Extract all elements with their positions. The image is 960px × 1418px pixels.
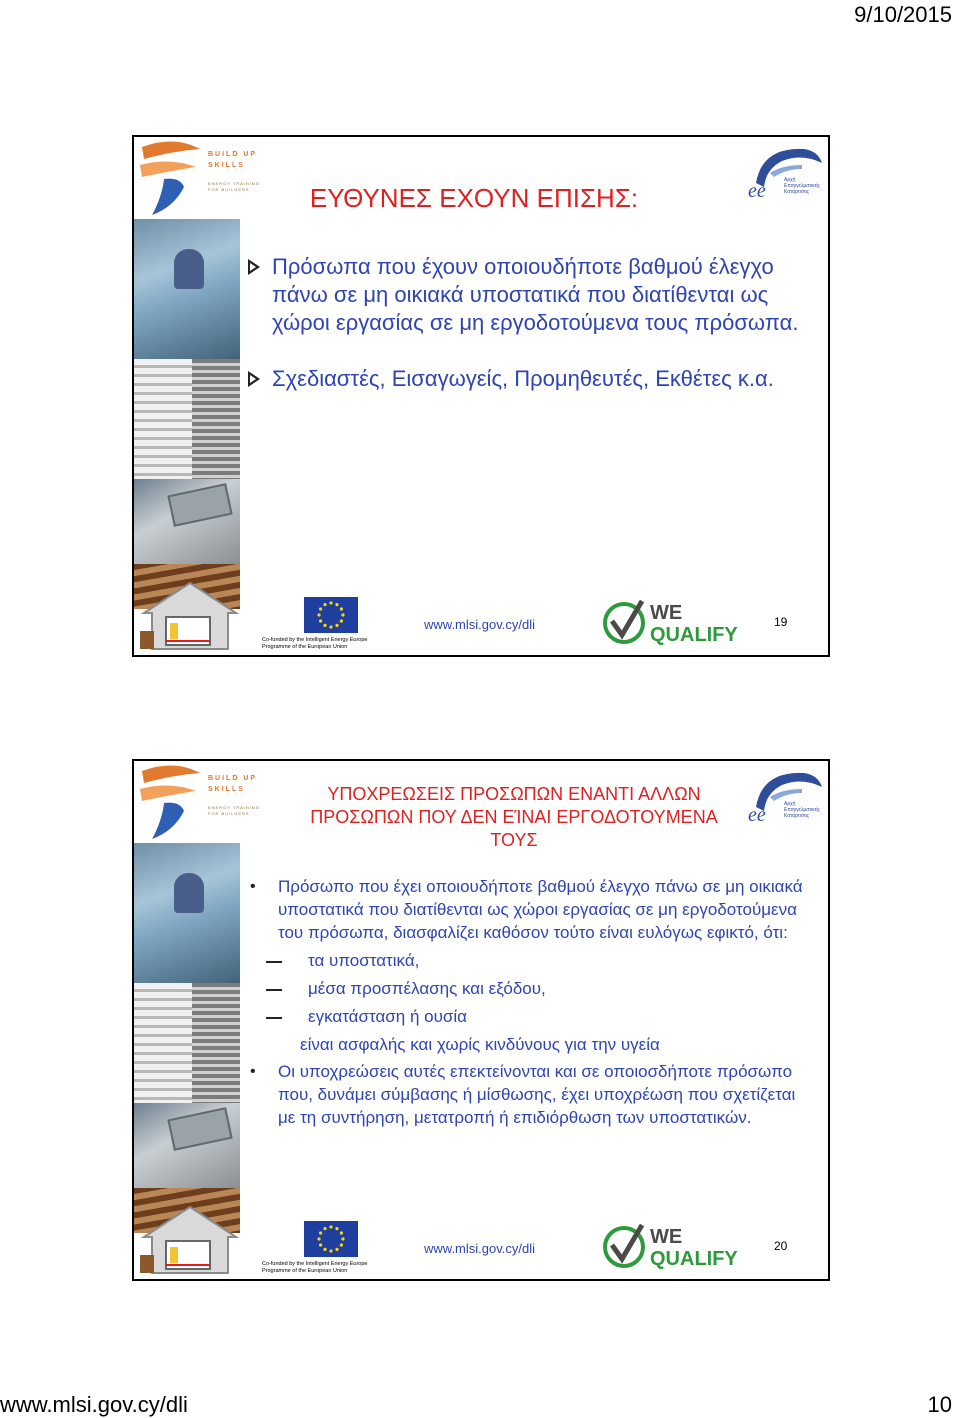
we-qualify-logo <box>602 597 752 645</box>
build-up-sub1: ENERGY TRAINING <box>208 181 260 186</box>
anad-logo <box>742 143 824 203</box>
eu-flag-icon <box>304 1221 358 1257</box>
wq-line2: QUALIFY <box>650 624 738 645</box>
slide-20 <box>132 759 830 1281</box>
dash-item: τα υποστατικά, <box>246 949 806 972</box>
build-up-sub2: FOR BUILDERS <box>208 187 250 192</box>
build-up-skills-mark-icon <box>134 137 208 217</box>
eu-caption <box>262 637 412 651</box>
build-up-line1: BUILD UP <box>208 151 258 158</box>
photo-worker-floor <box>134 843 240 983</box>
eu-caption-line1: Co-funded by the Intelligent Energy Europe <box>262 1261 368 1267</box>
slide-bullets <box>246 875 806 1129</box>
bullet-item: Σχεδιαστές, Εισαγωγείς, Προμηθευτές, Εκθέτες κ.α. <box>248 365 808 393</box>
slide-title <box>264 783 764 852</box>
svg-text:ee: ee <box>748 804 766 826</box>
build-up-skills-logo <box>134 137 264 217</box>
slide-url[interactable]: www.mlsi.gov.cy/dli <box>424 1241 536 1256</box>
anad-line3: Κατάρτισης <box>784 813 810 819</box>
bullet-item: Πρόσωπα που έχουν οποιουδήποτε βαθμού έλεγχο πάνω σε μη οικιακά υποστατικά που διατίθενται ως χώροι εργασίας σε μη εργοδοτούμενα τους πρόσωπα. <box>248 253 808 337</box>
photo-strip <box>134 219 240 609</box>
photo-shutters <box>134 983 240 1103</box>
build-up-line2: SKILLS <box>208 786 245 793</box>
anad-line1: Αρχή <box>784 801 796 807</box>
anad-line1: Αρχή <box>784 177 796 183</box>
build-up-skills-logo <box>134 761 264 841</box>
slide-title-line2: ΠΡΟΣΩΠΩΝ ΠΟΥ ΔΕΝ ΕΊΝΑΙ ΕΡΓΟΔΟΤΟΥΜΕΝΑ <box>310 807 718 827</box>
anad-line2: Επαγγελματικής <box>784 807 820 813</box>
eu-caption-line2: Programme of the European Union <box>262 644 348 650</box>
slide-bullets <box>248 253 808 421</box>
we-qualify-logo <box>602 1221 752 1269</box>
footer-url[interactable]: www.mlsi.gov.cy/dli <box>0 1392 188 1417</box>
wq-line1: WE <box>650 602 683 624</box>
build-up-line1: BUILD UP <box>208 775 258 782</box>
build-up-skills-mark-icon <box>134 761 208 841</box>
svg-text:ee: ee <box>748 180 766 202</box>
slide-footer <box>134 1217 824 1279</box>
eu-caption <box>262 1261 412 1275</box>
slide-title-line1: ΥΠΟΧΡΕΩΣΕΙΣ ΠΡΟΣΩΠΩΝ ΕΝΑΝΤΙ ΑΛΛΩΝ <box>327 784 701 804</box>
photo-shutters <box>134 359 240 479</box>
slide-title-line3: ΤΟΥΣ <box>490 830 538 850</box>
slide-19 <box>132 135 830 657</box>
slide-number: 20 <box>774 1239 788 1253</box>
slide-url[interactable]: www.mlsi.gov.cy/dli <box>424 617 536 632</box>
wq-line1: WE <box>650 1226 683 1248</box>
bullet-item: • Οι υποχρεώσεις αυτές επεκτείνονται και σε οποιοσδήποτε πρόσωπο που, δυνάμει σύμβασης ή μίσθωσης, έχει υποχρέωση που σχετίζεται με τη συντήρηση, μετατροπή ή επιδιόρθωση των υποστατικών. <box>246 1060 806 1129</box>
page-date: 9/10/2015 <box>854 2 952 27</box>
photo-strip <box>134 843 240 1233</box>
photo-plastering <box>134 1103 240 1188</box>
anad-line2: Επαγγελματικής <box>784 183 820 189</box>
photo-worker-floor <box>134 219 240 359</box>
slide-title: ΕΥΘΥΝΕΣ ΕΧΟΥΝ ΕΠΙΣΗΣ: <box>309 183 639 213</box>
build-up-sub2: FOR BUILDERS <box>208 811 250 816</box>
eu-flag-icon <box>304 597 358 633</box>
eu-caption-line2: Programme of the European Union <box>262 1268 348 1274</box>
dash-item: μέσα προσπέλασης και εξόδου, <box>246 977 806 1000</box>
bullet-item: • Πρόσωπο που έχει οποιουδήποτε βαθμού έλεγχο πάνω σε μη οικιακά υποστατικά που διατίθενται ως χώροι εργασίας σε μη εργοδοτούμενα του πρόσωπα, διασφαλίζει καθόσον τούτο είναι ευλόγως εφικτό, ότι: <box>246 875 806 944</box>
build-up-sub1: ENERGY TRAINING <box>208 805 260 810</box>
anad-line3: Κατάρτισης <box>784 189 810 195</box>
slide-number: 19 <box>774 615 788 629</box>
build-up-line2: SKILLS <box>208 162 245 169</box>
slide-footer <box>134 593 824 655</box>
eu-caption-line1: Co-funded by the Intelligent Energy Europe <box>262 637 368 643</box>
continuation-text: είναι ασφαλής και χωρίς κινδύνους για την υγεία <box>300 1035 660 1054</box>
dash-item: εγκατάσταση ή ουσία <box>246 1005 806 1028</box>
footer-page-number: 10 <box>927 1392 952 1417</box>
photo-plastering <box>134 479 240 564</box>
wq-line2: QUALIFY <box>650 1248 738 1269</box>
